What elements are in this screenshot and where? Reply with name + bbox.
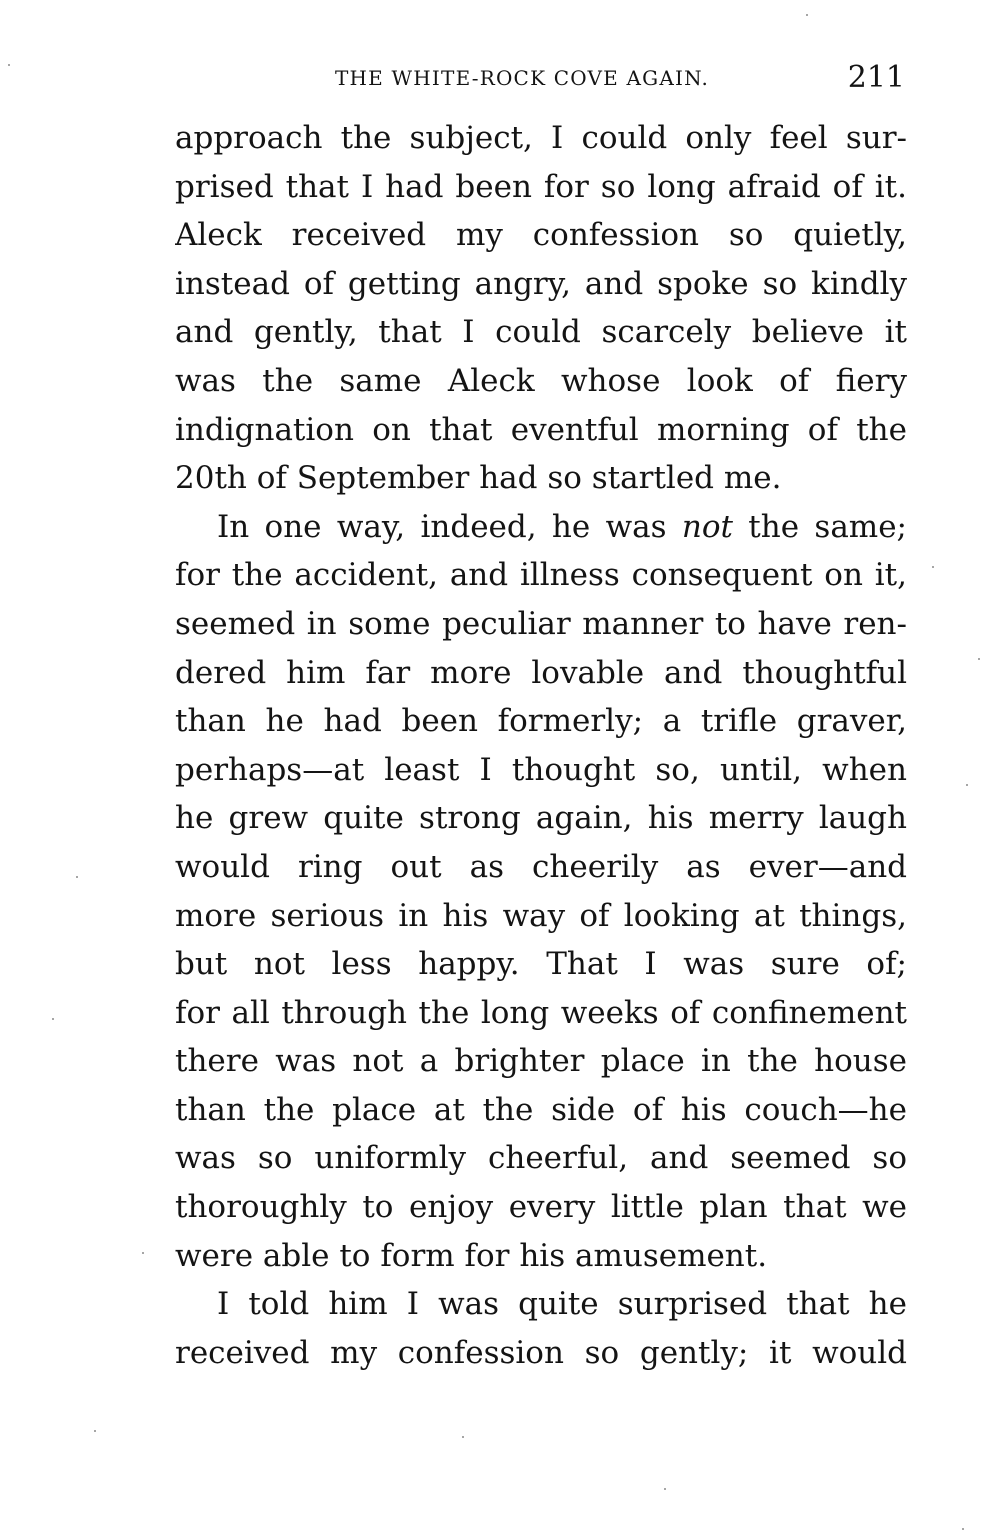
running-head	[175, 60, 907, 96]
text-line: was the same Aleck whose look of fiery	[175, 362, 907, 399]
text-line: I told him I was quite surprised that he	[217, 1286, 907, 1323]
text-line: was so uniformly cheerful, and seemed so	[175, 1140, 907, 1177]
text-line: approach the subject, I could only feel sur-	[175, 120, 907, 156]
text-line: Aleck received my confession so quietly,	[175, 217, 907, 254]
text-line: more serious in his way of looking at things,	[175, 897, 907, 934]
text-line: indignation on that eventful morning of the	[175, 411, 907, 448]
text-line: but not less happy. That I was sure of;	[175, 946, 907, 983]
text-line: than the place at the side of his couch—he	[175, 1091, 907, 1128]
scan-speck	[52, 1018, 54, 1020]
scan-speck	[932, 566, 934, 568]
paragraph-2	[175, 503, 907, 1281]
text-line: thoroughly to enjoy every little plan that we	[175, 1189, 907, 1226]
text-line: received my confession so gently; it would	[175, 1334, 907, 1371]
page-number: 211	[847, 60, 905, 95]
text-line: than he had been formerly; a trifle graver,	[175, 703, 907, 740]
text-line: 20th of September had so startled me.	[175, 460, 782, 497]
text-line: perhaps—at least I thought so, until, when	[175, 751, 907, 788]
scan-speck	[8, 64, 10, 66]
body-text	[175, 114, 907, 1377]
scan-speck	[966, 784, 968, 786]
emphasis-word: not	[681, 508, 733, 545]
text-line: for the accident, and illness consequent on it,	[175, 557, 907, 594]
scan-speck	[462, 1436, 464, 1438]
scan-speck	[94, 1430, 96, 1432]
text-line: seemed in some peculiar manner to have ren-	[175, 605, 907, 642]
text-line: for all through the long weeks of confinement	[175, 994, 907, 1031]
scan-speck	[142, 1252, 144, 1254]
text-line: instead of getting angry, and spoke so kindly	[175, 265, 907, 302]
scan-speck	[962, 1528, 964, 1530]
text-line: were able to form for his amusement.	[175, 1237, 768, 1274]
paragraph-1	[175, 114, 907, 503]
text-line: prised that I had been for so long afraid of it.	[175, 168, 907, 205]
scan-speck	[664, 1488, 666, 1490]
text-line: would ring out as cheerily as ever—and	[175, 848, 907, 885]
scan-speck	[978, 658, 980, 660]
text-line: there was not a brighter place in the house	[175, 1043, 907, 1080]
text-line: dered him far more lovable and thoughtful	[175, 654, 907, 691]
emphasis-before: In one way, indeed, he was	[217, 508, 682, 545]
running-title: THE WHITE-ROCK COVE AGAIN.	[335, 66, 710, 90]
scan-speck	[806, 14, 808, 16]
text-line: he grew quite strong again, his merry laugh	[175, 800, 907, 837]
emphasis-after: the same;	[732, 508, 907, 545]
text-line-with-emphasis	[175, 503, 907, 552]
text-line: and gently, that I could scarcely believe it	[175, 314, 907, 351]
paragraph-3	[175, 1280, 907, 1377]
scan-speck	[76, 876, 78, 878]
